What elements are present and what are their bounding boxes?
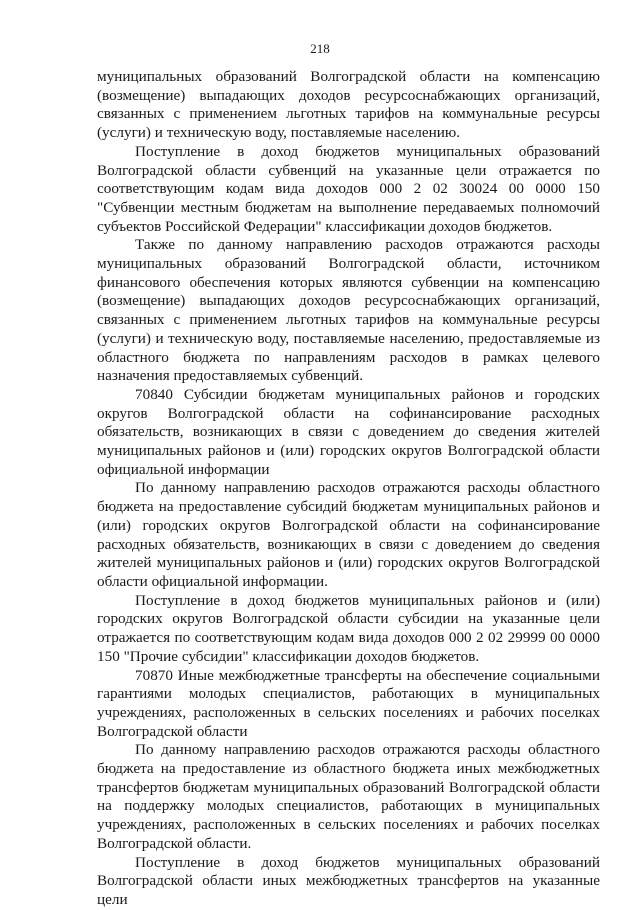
paragraph: Поступление в доход бюджетов муниципальных районов и (или) городских округов Волгоградской области субсидии на указанные цели отражается по соответствующим кодам вида доходов 000 2 02 29999 00 0000 150 "Прочие субсидии" классификации доходов бюджетов. [97, 591, 600, 665]
paragraph-continuation: муниципальных образований Волгоградской области на компенсацию (возмещение) выпадающих доходов ресурсоснабжающих организаций, связанных с применением льготных тарифов на коммунальные ресурсы (услуги) и техническую воду, поставляемые населению. [97, 68, 600, 142]
document-body [97, 68, 600, 910]
section-heading-70870: 70870 Иные межбюджетные трансферты на обеспечение социальными гарантиями молодых специалистов, работающих в муниципальных учреждениях, расположенных в сельских поселениях и рабочих поселках Волгоградской области [97, 666, 600, 740]
paragraph: По данному направлению расходов отражаются расходы областного бюджета на предоставление из областного бюджета иных межбюджетных трансфертов бюджетам муниципальных образований Волгоградской области на поддержку молодых специалистов, работающих в муниципальных учреждениях, расположенных в сельских поселениях и рабочих поселках Волгоградской области. [97, 741, 600, 852]
section-heading-70840: 70840 Субсидии бюджетам муниципальных районов и городских округов Волгоградской области на софинансирование расходных обязательств, возникающих в связи с доведением до сведения жителей муниципальных районов и (или) городских округов Волгоградской области официальной информации [97, 385, 600, 478]
paragraph: По данному направлению расходов отражаются расходы областного бюджета на предоставление субсидий бюджетам муниципальных районов и (или) городских округов Волгоградской области на софинансирование расходных обязательств, возникающих в связи с доведением до сведения жителей муниципальных районов и (или) городских округов Волгоградской области официальной информации. [97, 479, 600, 590]
page-number: 218 [310, 41, 330, 56]
paragraph: Поступление в доход бюджетов муниципальных образований Волгоградской области субвенций на указанные цели отражается по соответствующим кодам вида доходов 000 2 02 30024 00 0000 150 "Субвенции местным бюджетам на выполнение передаваемых полномочий субъектов Российской Федерации" классификации доходов бюджетов. [97, 142, 600, 235]
paragraph: Также по данному направлению расходов отражаются расходы муниципальных образований Волгоградской области, источником финансового обеспечения которых являются субвенции на компенсацию (возмещение) выпадающих доходов ресурсоснабжающих организаций, связанных с применением льготных тарифов на коммунальные ресурсы (услуги) и техническую воду, поставляемые населению, предоставляемые из областного бюджета по направлениям расходов в рамках целевого назначения предоставляемых субвенций. [97, 236, 600, 385]
paragraph: Поступление в доход бюджетов муниципальных образований Волгоградской области иных межбюджетных трансфертов на указанные цели [97, 853, 600, 908]
